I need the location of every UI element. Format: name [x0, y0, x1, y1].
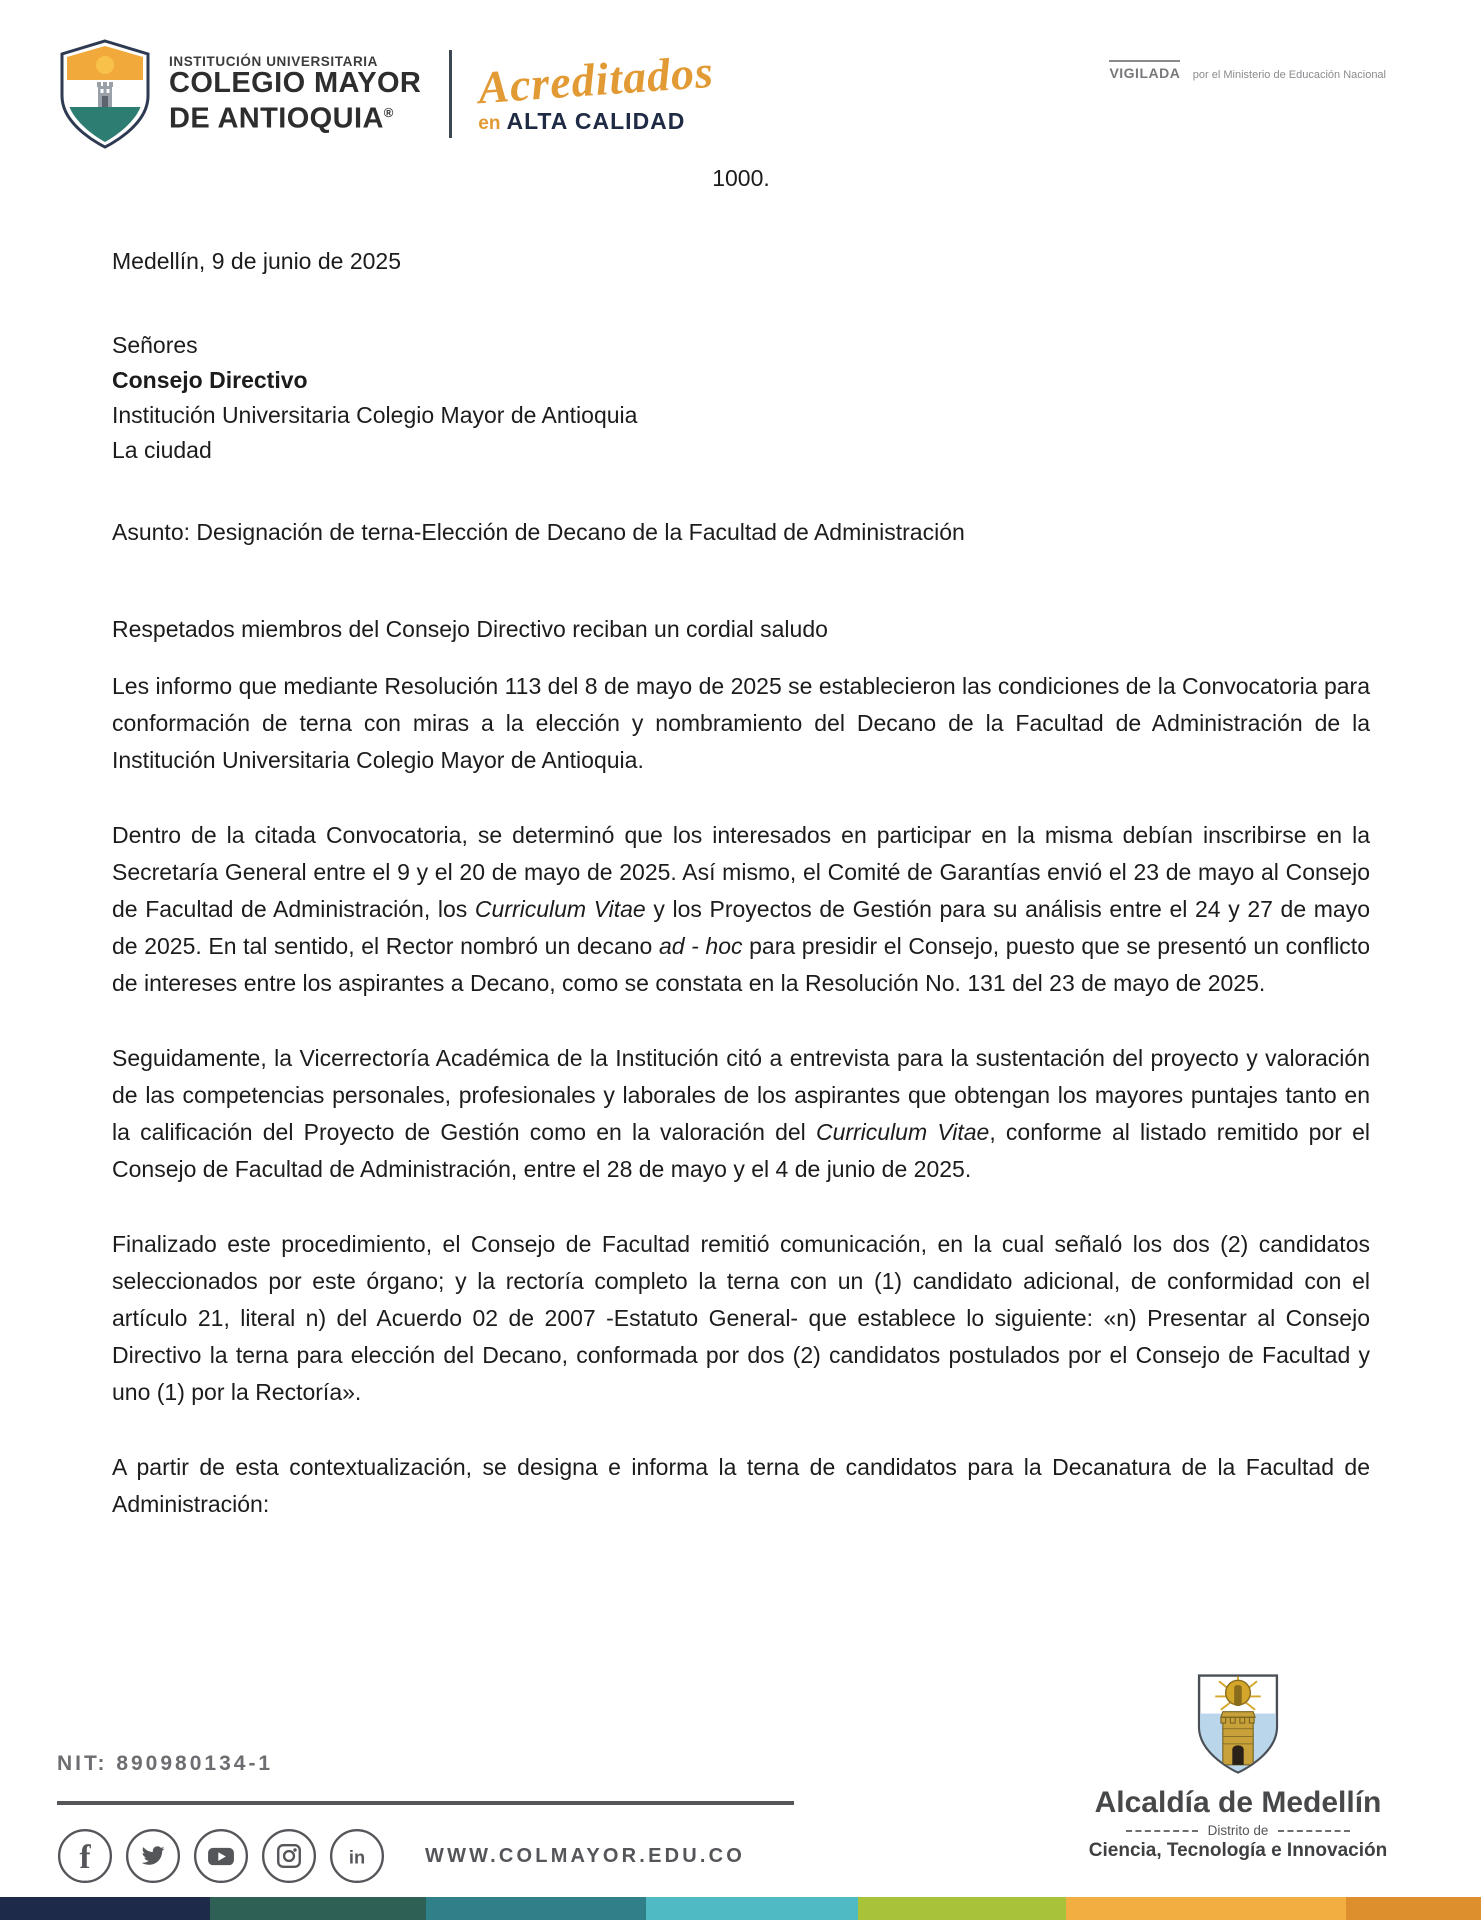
paragraph-segment: Dentro de la citada Convocatoria, se determinó que los interesados en participar en la misma debían inscribirse en la Secretaría General entre el 9 y el 20 de mayo de 2025. Así mismo, el Comité de Garantías envió el 23 de mayo al Consejo de Facultad de Administración, los	[112, 822, 1370, 922]
website-url[interactable]: WWW.COLMAYOR.EDU.CO	[425, 1844, 746, 1867]
alcaldia-title: Alcaldía de Medellín	[1094, 1786, 1382, 1819]
paragraph-italic-segment: Curriculum Vitae	[815, 1119, 990, 1145]
district-dash-right	[1278, 1830, 1350, 1832]
footer-social-row	[57, 1828, 745, 1884]
letter-paragraph	[112, 817, 1370, 1002]
letter-paragraph	[112, 1040, 1370, 1188]
accreditation-en-label: en	[478, 112, 501, 134]
twitter-icon[interactable]	[125, 1828, 181, 1884]
letter-paragraph	[112, 668, 1370, 779]
alcaldia-medellin-logo	[1073, 1668, 1403, 1862]
color-bar-segment	[646, 1897, 858, 1920]
footer-color-bar	[0, 1897, 1481, 1920]
header-logo-group	[55, 38, 714, 150]
paragraph-segment: , conforme al listado remitido por el Consejo de Facultad de Administración, entre el 28 de mayo y el 4 de junio de 2025.	[112, 1119, 1371, 1182]
paragraph-segment: para presidir el Consejo, puesto que se presentó un conflicto de intereses entre los aspirantes a Decano, como se constata en la Resolución No. 131 del 23 de mayo de 2025.	[112, 933, 1370, 996]
vigilada-notice	[1109, 60, 1386, 83]
paragraph-segment: Seguidamente, la Vicerrectoría Académica de la Institución citó a entrevista para la sustentación del proyecto y valoración de las competencias personales, profesionales y laborales de los aspirantes que obtengan los mayores puntajes tanto en la calificación del Proyecto de Gestión como en la valoración del	[112, 1045, 1370, 1145]
alcaldia-district-subtitle: Ciencia, Tecnología e Innovación	[1088, 1840, 1388, 1861]
svg-text:f: f	[79, 1838, 91, 1876]
svg-text:in: in	[348, 1846, 366, 1868]
recipient-block	[112, 328, 1370, 468]
district-dash-left	[1126, 1830, 1198, 1832]
paragraph-italic-segment: ad - hoc	[658, 933, 743, 959]
youtube-icon[interactable]	[193, 1828, 249, 1884]
subject-line: Asunto: Designación de terna-Elección de Decano de la Facultad de Administración	[112, 519, 965, 545]
paragraph-segment: y los Proyectos de Gestión para su análisis entre el 24 y 27 de mayo de 2025. En tal sentido, el Rector nombró un decano	[112, 896, 1370, 959]
linkedin-icon[interactable]	[329, 1828, 385, 1884]
facebook-icon[interactable]	[57, 1828, 113, 1884]
district-label: Distrito de	[1207, 1823, 1269, 1838]
color-bar-segment	[426, 1897, 646, 1920]
letter-paragraph	[112, 1449, 1370, 1523]
recipient-name: Consejo Directivo	[112, 367, 308, 393]
accreditation-badge	[476, 45, 716, 135]
color-bar-segment	[1066, 1897, 1346, 1920]
recipient-institution: Institución Universitaria Colegio Mayor de Antioquia	[112, 402, 638, 428]
paragraph-italic-segment: Curriculum Vitae	[474, 896, 646, 922]
paragraph-segment: Les informo que mediante Resolución 113 del 8 de mayo de 2025 se establecieron las condiciones de la Convocatoria para conformación de terna con miras a la elección y nombramiento del Decano de la Facultad de Administración de la Institución Universitaria Colegio Mayor de Antioquia.	[112, 673, 1370, 773]
letter-content	[112, 160, 1370, 1523]
instagram-icon[interactable]	[261, 1828, 317, 1884]
institution-name-line2: DE ANTIOQUIA®	[169, 102, 394, 135]
greeting-line: Respetados miembros del Consejo Directivo reciban un cordial saludo	[112, 616, 828, 642]
color-bar-segment	[1346, 1897, 1481, 1920]
vigilada-label: VIGILADA	[1109, 60, 1180, 81]
institution-name-line1: COLEGIO MAYOR	[169, 67, 422, 100]
recipient-salutation: Señores	[112, 332, 198, 358]
header-divider	[449, 50, 452, 138]
paragraph-segment: A partir de esta contextualización, se designa e informa la terna de candidatos para la Decanatura de la Facultad de Administración:	[112, 1454, 1370, 1517]
paragraph-segment: Finalizado este procedimiento, el Consejo de Facultad remitió comunicación, en la cual señaló los dos (2) candidatos seleccionados por este órgano; y la rectoría completo la terna con un (1) candidato adicional, de conformidad con el artículo 21, literal n) del Acuerdo 02 de 2007 -Estatuto General- que establece lo siguiente: «n) Presentar al Consejo Directivo la terna para elección del Decano, conformada por dos (2) candidatos postulados por el Consejo de Facultad y uno (1) por la Rectoría».	[112, 1231, 1370, 1405]
letter-paragraph	[112, 1226, 1370, 1411]
color-bar-segment	[0, 1897, 210, 1920]
recipient-city: La ciudad	[112, 437, 212, 463]
vigilada-ministry-text: por el Ministerio de Educación Nacional	[1192, 69, 1386, 81]
alcaldia-district-row	[1073, 1823, 1403, 1838]
institution-type-label: INSTITUCIÓN UNIVERSITARIA	[169, 54, 379, 70]
reference-number: 1000.	[712, 165, 770, 191]
footer-divider-line	[57, 1801, 794, 1805]
accreditation-script-text: Acreditados	[476, 45, 716, 113]
accreditation-quality-label: ALTA CALIDAD	[506, 107, 686, 134]
alcaldia-shield-icon	[1190, 1668, 1286, 1780]
registered-trademark-symbol: ®	[383, 105, 394, 121]
color-bar-segment	[210, 1897, 426, 1920]
color-bar-segment	[858, 1897, 1066, 1920]
institution-name-block	[169, 54, 421, 134]
date-line: Medellín, 9 de junio de 2025	[112, 248, 401, 274]
nit-label: NIT: 890980134-1	[57, 1752, 274, 1775]
letter-paragraphs	[112, 668, 1370, 1523]
colmayor-shield-logo	[55, 38, 155, 150]
